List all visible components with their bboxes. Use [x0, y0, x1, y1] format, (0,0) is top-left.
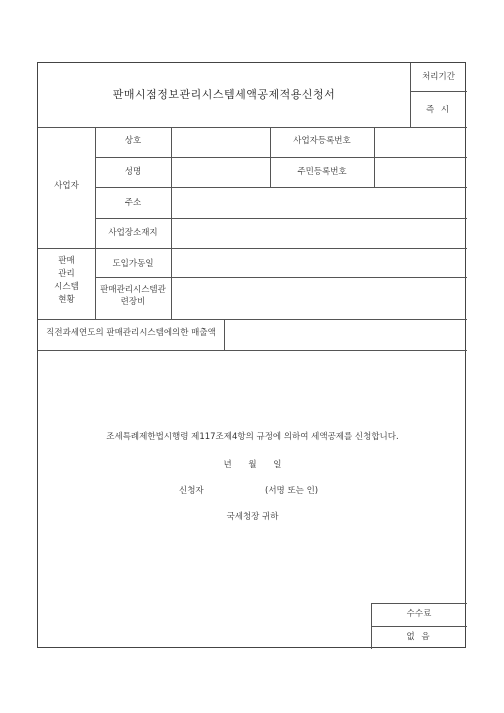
- declaration-applicant-label: 신청자: [179, 486, 204, 496]
- row2-bottom: [95, 187, 467, 188]
- declaration-signature-note: (서명 또는 인): [265, 486, 319, 496]
- fee-box-mid: [371, 626, 467, 627]
- biz-reg-no-label: 사업자등록번호: [293, 136, 351, 146]
- pos-section-label-2: 관리: [58, 269, 75, 279]
- application-form: [37, 62, 466, 648]
- biz-location-label: 사업장소재지: [108, 228, 158, 238]
- install-date-label: 도입가동일: [112, 259, 154, 269]
- label-col-divider: [171, 127, 172, 319]
- fee-box-top: [371, 603, 467, 604]
- pos-section-label-3: 시스템: [54, 282, 79, 292]
- processing-divider-h: [410, 91, 467, 92]
- trade-name-label: 상호: [124, 136, 142, 146]
- pos-section-label-1: 판매: [58, 256, 75, 266]
- fee-value: 없 음: [406, 632, 432, 642]
- title-bottom-line: [38, 127, 467, 128]
- applicant-section-label: 사업자: [54, 181, 79, 191]
- resident-no-label: 주민등록번호: [297, 167, 347, 177]
- form-title: 판매시점정보관리시스템세액공제적용신청서: [112, 88, 336, 101]
- applicant-section-bottom: [38, 248, 467, 249]
- processing-period-value: 즉 시: [425, 105, 452, 115]
- sales-row-divider: [224, 319, 225, 350]
- row3-bottom: [95, 218, 467, 219]
- pos-row1-bottom: [95, 277, 467, 278]
- pos-section-bottom: [38, 319, 467, 320]
- declaration-date-line: 년 월 일: [223, 460, 282, 470]
- declaration-statement: 조세특례제한법시행령 제117조제4항의 규정에 의하여 세액공제를 신청합니다.: [106, 432, 399, 442]
- prior-year-sales-label: 직전과세연도의 판매관리시스템에의한 매출액: [46, 328, 216, 338]
- sales-row-bottom: [38, 350, 467, 351]
- row1-bottom: [95, 157, 467, 158]
- processing-period-label: 처리기간: [422, 72, 455, 82]
- pos-section-label-4: 현황: [58, 295, 75, 305]
- name-label: 성명: [124, 167, 142, 177]
- declaration-addressee: 국세청장 귀하: [226, 512, 279, 522]
- equipment-label-2: 련장비: [120, 297, 146, 307]
- equipment-label-1: 판매관리시스템관: [100, 285, 166, 295]
- address-label: 주소: [124, 198, 142, 208]
- fee-label: 수수료: [406, 609, 432, 619]
